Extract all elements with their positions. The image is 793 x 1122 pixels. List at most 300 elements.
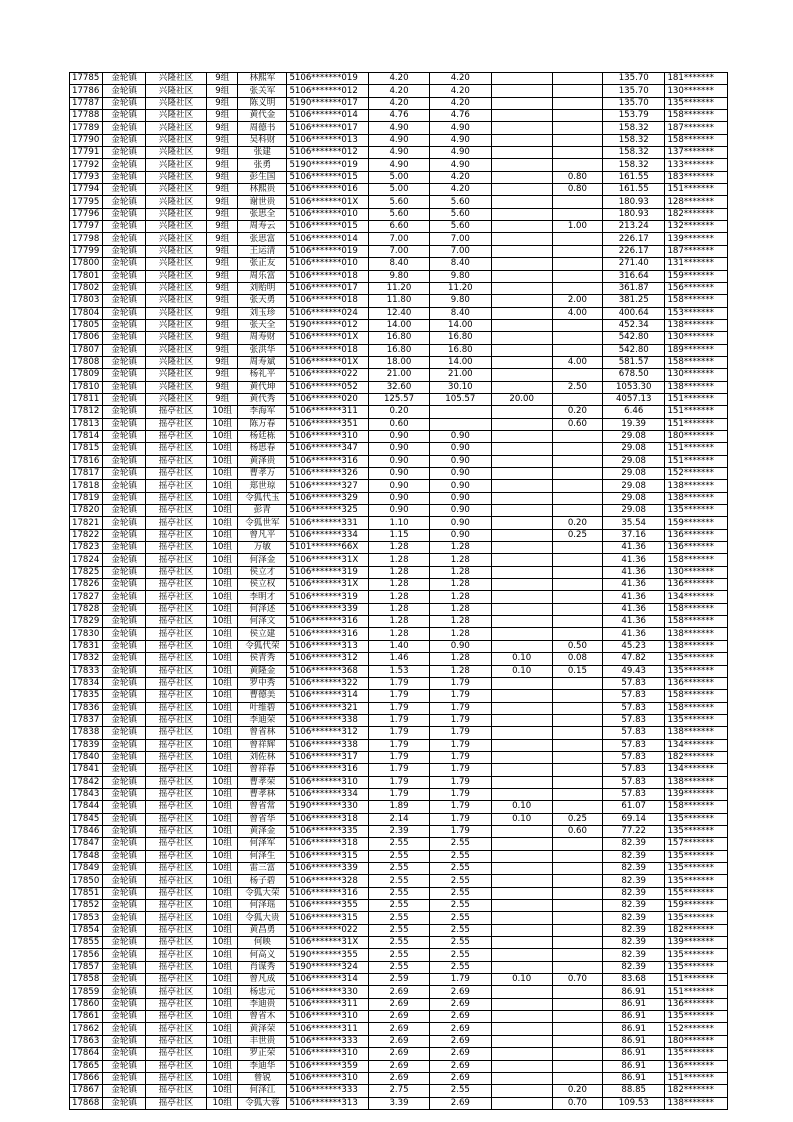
total-value-cell: 0.20	[368, 406, 429, 418]
table-row	[70, 505, 728, 517]
value-b-cell	[491, 603, 552, 615]
name-cell: 杨忠元	[238, 986, 287, 998]
value-b-cell: 0.10	[491, 801, 552, 813]
amount-cell: 29.08	[603, 492, 665, 504]
name-cell: 李迪华	[238, 1060, 287, 1072]
id-number-cell: 5106*******347	[287, 443, 368, 455]
table-row	[70, 122, 728, 134]
group-cell: 9组	[207, 110, 238, 122]
record-id-cell: 17790	[70, 134, 103, 146]
town-cell: 金轮镇	[103, 147, 145, 159]
name-cell: 何映	[238, 937, 287, 949]
record-id-cell: 17831	[70, 640, 103, 652]
name-cell: 令狐大贵	[238, 912, 287, 924]
community-cell: 摇亭社区	[145, 1035, 206, 1047]
community-cell: 摇亭社区	[145, 418, 206, 430]
town-cell: 金轮镇	[103, 258, 145, 270]
table-row	[70, 887, 728, 899]
record-id-cell: 17839	[70, 739, 103, 751]
total-value-cell: 1.79	[368, 702, 429, 714]
value-a-cell: 4.20	[430, 73, 491, 85]
value-a-cell: 1.79	[430, 788, 491, 800]
community-cell: 兴隆社区	[145, 381, 206, 393]
total-value-cell: 9.80	[368, 270, 429, 282]
amount-cell: 135.70	[603, 97, 665, 109]
name-cell: 叶维碧	[238, 702, 287, 714]
id-number-cell: 5106*******022	[287, 924, 368, 936]
value-c-cell	[552, 455, 602, 467]
total-value-cell: 1.40	[368, 640, 429, 652]
group-cell: 9组	[207, 332, 238, 344]
phone-cell: 138*******	[665, 492, 728, 504]
amount-cell: 226.17	[603, 233, 665, 245]
value-b-cell	[491, 381, 552, 393]
id-number-cell: 5106*******052	[287, 381, 368, 393]
community-cell: 摇亭社区	[145, 875, 206, 887]
town-cell: 金轮镇	[103, 863, 145, 875]
id-number-cell: 5190*******324	[287, 961, 368, 973]
record-id-cell: 17850	[70, 875, 103, 887]
record-id-cell: 17845	[70, 813, 103, 825]
total-value-cell: 1.79	[368, 690, 429, 702]
record-id-cell: 17844	[70, 801, 103, 813]
name-cell: 曾凡平	[238, 529, 287, 541]
id-number-cell: 5106*******01X	[287, 196, 368, 208]
value-a-cell: 1.79	[430, 764, 491, 776]
value-b-cell	[491, 282, 552, 294]
name-cell: 刘佐林	[238, 751, 287, 763]
total-value-cell: 2.55	[368, 863, 429, 875]
group-cell: 10组	[207, 1048, 238, 1060]
group-cell: 9组	[207, 196, 238, 208]
amount-cell: 29.08	[603, 430, 665, 442]
amount-cell: 82.39	[603, 912, 665, 924]
amount-cell: 57.83	[603, 764, 665, 776]
community-cell: 兴隆社区	[145, 270, 206, 282]
total-value-cell: 125.57	[368, 393, 429, 405]
table-row	[70, 640, 728, 652]
table-row	[70, 850, 728, 862]
record-id-cell: 17864	[70, 1048, 103, 1060]
table-row	[70, 455, 728, 467]
value-a-cell: 1.79	[430, 776, 491, 788]
value-b-cell	[491, 134, 552, 146]
name-cell: 张建	[238, 147, 287, 159]
community-cell: 兴隆社区	[145, 85, 206, 97]
community-cell: 摇亭社区	[145, 949, 206, 961]
amount-cell: 88.85	[603, 1085, 665, 1097]
value-c-cell	[552, 393, 602, 405]
record-id-cell: 17787	[70, 97, 103, 109]
value-b-cell	[491, 356, 552, 368]
record-id-cell: 17820	[70, 505, 103, 517]
town-cell: 金轮镇	[103, 949, 145, 961]
name-cell: 王运清	[238, 245, 287, 257]
total-value-cell: 1.28	[368, 554, 429, 566]
value-c-cell	[552, 159, 602, 171]
total-value-cell: 1.28	[368, 628, 429, 640]
id-number-cell: 5106*******328	[287, 875, 368, 887]
value-c-cell: 0.80	[552, 184, 602, 196]
value-b-cell	[491, 764, 552, 776]
table-row	[70, 369, 728, 381]
value-a-cell: 1.28	[430, 665, 491, 677]
table-row	[70, 97, 728, 109]
community-cell: 兴隆社区	[145, 159, 206, 171]
value-a-cell: 2.55	[430, 838, 491, 850]
table-row	[70, 900, 728, 912]
phone-cell: 134*******	[665, 764, 728, 776]
town-cell: 金轮镇	[103, 430, 145, 442]
town-cell: 金轮镇	[103, 714, 145, 726]
table-row	[70, 221, 728, 233]
value-c-cell: 0.60	[552, 825, 602, 837]
name-cell: 雷三富	[238, 863, 287, 875]
group-cell: 10组	[207, 554, 238, 566]
group-cell: 10组	[207, 887, 238, 899]
id-number-cell: 5106*******022	[287, 369, 368, 381]
name-cell: 令狐世军	[238, 517, 287, 529]
value-a-cell: 1.28	[430, 579, 491, 591]
town-cell: 金轮镇	[103, 517, 145, 529]
record-id-cell: 17859	[70, 986, 103, 998]
group-cell: 10组	[207, 850, 238, 862]
value-c-cell	[552, 998, 602, 1010]
total-value-cell: 2.55	[368, 838, 429, 850]
name-cell: 李迪贵	[238, 998, 287, 1010]
id-number-cell: 5106*******01X	[287, 332, 368, 344]
record-id-cell: 17811	[70, 393, 103, 405]
table-row	[70, 245, 728, 257]
group-cell: 10组	[207, 1023, 238, 1035]
record-id-cell: 17822	[70, 529, 103, 541]
value-c-cell	[552, 1011, 602, 1023]
total-value-cell: 1.79	[368, 739, 429, 751]
phone-cell: 151*******	[665, 406, 728, 418]
table-row	[70, 566, 728, 578]
value-b-cell	[491, 554, 552, 566]
value-b-cell	[491, 776, 552, 788]
total-value-cell: 1.79	[368, 764, 429, 776]
record-id-cell: 17834	[70, 677, 103, 689]
amount-cell: 82.39	[603, 850, 665, 862]
phone-cell: 134*******	[665, 739, 728, 751]
name-cell: 罗中秀	[238, 677, 287, 689]
value-c-cell	[552, 616, 602, 628]
total-value-cell: 1.28	[368, 591, 429, 603]
group-cell: 10组	[207, 714, 238, 726]
table-row	[70, 307, 728, 319]
name-cell: 周寿斌	[238, 356, 287, 368]
community-cell: 摇亭社区	[145, 443, 206, 455]
name-cell: 张洪华	[238, 344, 287, 356]
town-cell: 金轮镇	[103, 1097, 145, 1109]
record-id-cell: 17812	[70, 406, 103, 418]
town-cell: 金轮镇	[103, 788, 145, 800]
value-b-cell	[491, 147, 552, 159]
amount-cell: 35.54	[603, 517, 665, 529]
name-cell: 周德书	[238, 122, 287, 134]
value-c-cell: 0.20	[552, 517, 602, 529]
table-row	[70, 949, 728, 961]
amount-cell: 158.32	[603, 147, 665, 159]
community-cell: 兴隆社区	[145, 369, 206, 381]
value-b-cell	[491, 838, 552, 850]
id-number-cell: 5106*******326	[287, 468, 368, 480]
total-value-cell: 1.79	[368, 751, 429, 763]
community-cell: 摇亭社区	[145, 887, 206, 899]
record-id-cell: 17799	[70, 245, 103, 257]
value-c-cell	[552, 714, 602, 726]
value-c-cell: 1.00	[552, 221, 602, 233]
amount-cell: 82.39	[603, 961, 665, 973]
community-cell: 兴隆社区	[145, 307, 206, 319]
name-cell: 杨子碧	[238, 875, 287, 887]
value-c-cell	[552, 924, 602, 936]
id-number-cell: 5106*******312	[287, 653, 368, 665]
value-c-cell	[552, 628, 602, 640]
town-cell: 金轮镇	[103, 1060, 145, 1072]
town-cell: 金轮镇	[103, 912, 145, 924]
record-id-cell: 17852	[70, 900, 103, 912]
value-b-cell	[491, 73, 552, 85]
name-cell: 黄泽金	[238, 825, 287, 837]
table-row	[70, 1048, 728, 1060]
amount-cell: 381.25	[603, 295, 665, 307]
community-cell: 摇亭社区	[145, 974, 206, 986]
name-cell: 张天全	[238, 319, 287, 331]
record-id-cell: 17810	[70, 381, 103, 393]
id-number-cell: 5106*******015	[287, 171, 368, 183]
phone-cell: 180*******	[665, 1035, 728, 1047]
id-number-cell: 5106*******329	[287, 492, 368, 504]
id-number-cell: 5106*******017	[287, 122, 368, 134]
group-cell: 10组	[207, 900, 238, 912]
name-cell: 黄隆金	[238, 665, 287, 677]
value-a-cell: 2.69	[430, 998, 491, 1010]
value-a-cell: 1.79	[430, 751, 491, 763]
total-value-cell: 2.55	[368, 875, 429, 887]
data-table	[69, 72, 728, 1110]
value-c-cell: 0.08	[552, 653, 602, 665]
total-value-cell: 0.90	[368, 430, 429, 442]
community-cell: 兴隆社区	[145, 147, 206, 159]
table-row	[70, 1072, 728, 1084]
value-c-cell: 4.00	[552, 356, 602, 368]
record-id-cell: 17856	[70, 949, 103, 961]
value-b-cell	[491, 430, 552, 442]
id-number-cell: 5190*******017	[287, 97, 368, 109]
table-row	[70, 714, 728, 726]
community-cell: 兴隆社区	[145, 393, 206, 405]
town-cell: 金轮镇	[103, 505, 145, 517]
group-cell: 10组	[207, 653, 238, 665]
table-row	[70, 677, 728, 689]
amount-cell: 180.93	[603, 196, 665, 208]
phone-cell: 151*******	[665, 974, 728, 986]
phone-cell: 135*******	[665, 97, 728, 109]
value-c-cell	[552, 97, 602, 109]
record-id-cell: 17863	[70, 1035, 103, 1047]
total-value-cell: 4.90	[368, 147, 429, 159]
total-value-cell: 5.00	[368, 171, 429, 183]
phone-cell: 152*******	[665, 468, 728, 480]
phone-cell: 136*******	[665, 998, 728, 1010]
phone-cell: 151*******	[665, 393, 728, 405]
value-b-cell: 0.10	[491, 653, 552, 665]
amount-cell: 271.40	[603, 258, 665, 270]
name-cell: 黄泽荣	[238, 1023, 287, 1035]
group-cell: 9组	[207, 73, 238, 85]
name-cell: 令狐大荣	[238, 887, 287, 899]
town-cell: 金轮镇	[103, 356, 145, 368]
id-number-cell: 5106*******014	[287, 233, 368, 245]
name-cell: 周寿云	[238, 221, 287, 233]
amount-cell: 86.91	[603, 1023, 665, 1035]
group-cell: 10组	[207, 801, 238, 813]
value-b-cell	[491, 924, 552, 936]
value-b-cell	[491, 406, 552, 418]
table-row	[70, 665, 728, 677]
record-id-cell: 17833	[70, 665, 103, 677]
community-cell: 兴隆社区	[145, 295, 206, 307]
value-a-cell: 1.79	[430, 714, 491, 726]
id-number-cell: 5106*******339	[287, 603, 368, 615]
amount-cell: 82.39	[603, 838, 665, 850]
town-cell: 金轮镇	[103, 542, 145, 554]
town-cell: 金轮镇	[103, 184, 145, 196]
phone-cell: 187*******	[665, 122, 728, 134]
phone-cell: 135*******	[665, 863, 728, 875]
group-cell: 9组	[207, 270, 238, 282]
value-c-cell	[552, 887, 602, 899]
community-cell: 兴隆社区	[145, 282, 206, 294]
record-id-cell: 17865	[70, 1060, 103, 1072]
value-c-cell	[552, 492, 602, 504]
phone-cell: 135*******	[665, 1011, 728, 1023]
table-row	[70, 159, 728, 171]
total-value-cell: 1.79	[368, 727, 429, 739]
value-c-cell	[552, 1060, 602, 1072]
phone-cell: 151*******	[665, 443, 728, 455]
record-id-cell: 17851	[70, 887, 103, 899]
group-cell: 10组	[207, 949, 238, 961]
amount-cell: 41.36	[603, 616, 665, 628]
town-cell: 金轮镇	[103, 653, 145, 665]
name-cell: 何泽生	[238, 850, 287, 862]
total-value-cell: 1.10	[368, 517, 429, 529]
id-number-cell: 5106*******313	[287, 640, 368, 652]
value-a-cell: 4.90	[430, 134, 491, 146]
name-cell: 曾省木	[238, 1011, 287, 1023]
group-cell: 10组	[207, 665, 238, 677]
phone-cell: 151*******	[665, 184, 728, 196]
value-a-cell: 0.90	[430, 640, 491, 652]
amount-cell: 581.57	[603, 356, 665, 368]
group-cell: 10组	[207, 813, 238, 825]
name-cell: 刘玉珍	[238, 307, 287, 319]
community-cell: 摇亭社区	[145, 1011, 206, 1023]
total-value-cell: 2.69	[368, 1060, 429, 1072]
amount-cell: 161.55	[603, 171, 665, 183]
town-cell: 金轮镇	[103, 171, 145, 183]
value-a-cell: 1.79	[430, 702, 491, 714]
table-row	[70, 776, 728, 788]
phone-cell: 138*******	[665, 628, 728, 640]
value-c-cell	[552, 73, 602, 85]
phone-cell: 133*******	[665, 159, 728, 171]
amount-cell: 41.36	[603, 542, 665, 554]
value-c-cell	[552, 801, 602, 813]
total-value-cell: 21.00	[368, 369, 429, 381]
community-cell: 摇亭社区	[145, 406, 206, 418]
phone-cell: 132*******	[665, 221, 728, 233]
value-c-cell	[552, 986, 602, 998]
amount-cell: 57.83	[603, 702, 665, 714]
group-cell: 9组	[207, 258, 238, 270]
value-a-cell: 4.76	[430, 110, 491, 122]
value-a-cell: 2.55	[430, 875, 491, 887]
value-a-cell: 7.00	[430, 233, 491, 245]
group-cell: 10组	[207, 1085, 238, 1097]
value-b-cell	[491, 1011, 552, 1023]
id-number-cell: 5106*******31X	[287, 554, 368, 566]
record-id-cell: 17816	[70, 455, 103, 467]
phone-cell: 187*******	[665, 245, 728, 257]
record-id-cell: 17785	[70, 73, 103, 85]
community-cell: 摇亭社区	[145, 566, 206, 578]
table-row	[70, 233, 728, 245]
amount-cell: 57.83	[603, 690, 665, 702]
table-row	[70, 961, 728, 973]
value-c-cell	[552, 344, 602, 356]
total-value-cell: 1.28	[368, 542, 429, 554]
value-a-cell: 30.10	[430, 381, 491, 393]
community-cell: 摇亭社区	[145, 850, 206, 862]
town-cell: 金轮镇	[103, 85, 145, 97]
table-row	[70, 332, 728, 344]
record-id-cell: 17815	[70, 443, 103, 455]
record-id-cell: 17829	[70, 616, 103, 628]
id-number-cell: 5106*******31X	[287, 937, 368, 949]
total-value-cell: 1.79	[368, 677, 429, 689]
town-cell: 金轮镇	[103, 566, 145, 578]
value-c-cell	[552, 850, 602, 862]
name-cell: 李明才	[238, 591, 287, 603]
value-b-cell: 0.10	[491, 665, 552, 677]
name-cell: 刘贻明	[238, 282, 287, 294]
phone-cell: 130*******	[665, 566, 728, 578]
amount-cell: 83.68	[603, 974, 665, 986]
id-number-cell: 5106*******318	[287, 813, 368, 825]
group-cell: 9组	[207, 381, 238, 393]
value-a-cell: 14.00	[430, 356, 491, 368]
value-c-cell	[552, 270, 602, 282]
phone-cell: 138*******	[665, 1097, 728, 1109]
value-c-cell: 0.70	[552, 1097, 602, 1109]
name-cell: 令狐代荣	[238, 640, 287, 652]
record-id-cell: 17800	[70, 258, 103, 270]
value-b-cell	[491, 900, 552, 912]
value-a-cell: 4.20	[430, 184, 491, 196]
value-b-cell	[491, 517, 552, 529]
name-cell: 曹德美	[238, 690, 287, 702]
community-cell: 兴隆社区	[145, 245, 206, 257]
amount-cell: 542.80	[603, 344, 665, 356]
phone-cell: 135*******	[665, 825, 728, 837]
total-value-cell: 2.55	[368, 900, 429, 912]
amount-cell: 86.91	[603, 1011, 665, 1023]
